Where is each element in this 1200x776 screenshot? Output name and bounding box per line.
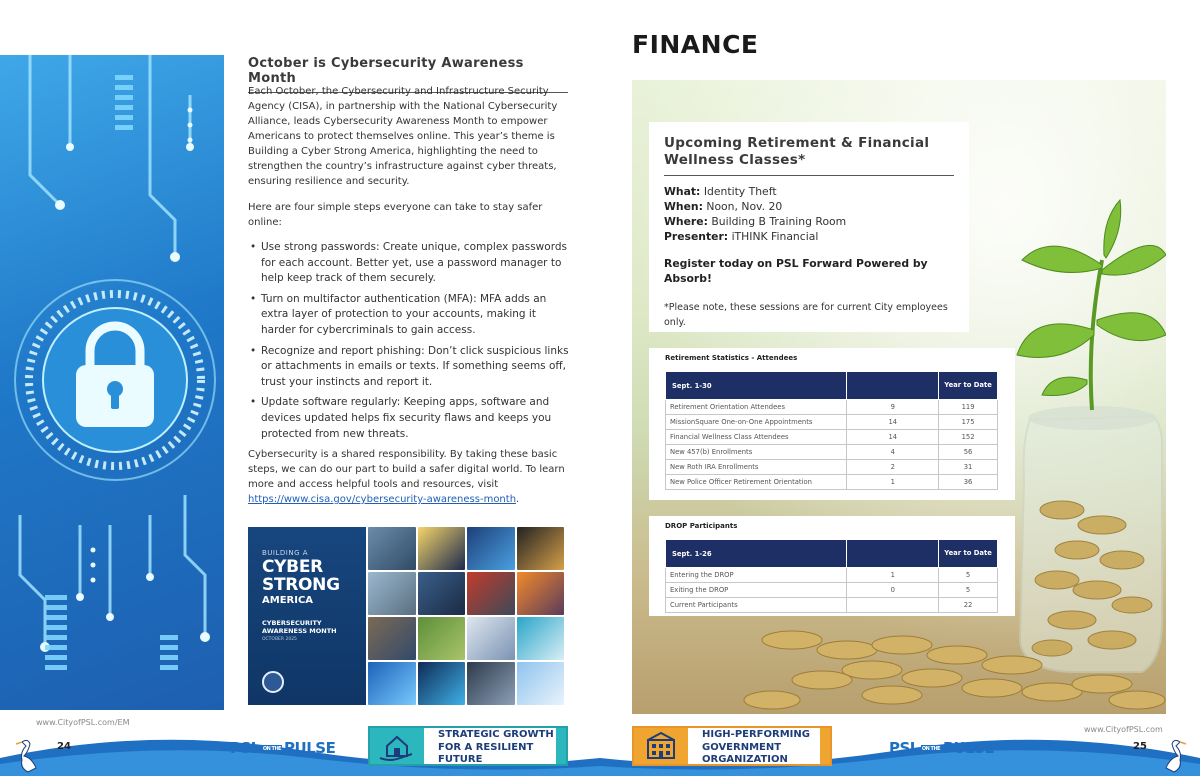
government-building-icon	[634, 728, 688, 764]
cell-ytd: 56	[939, 445, 998, 460]
cell-metric: MissionSquare One-on-One Appointments	[666, 415, 847, 430]
cisa-link[interactable]: https://www.cisa.gov/cybersecurity-awareness-month	[248, 494, 517, 505]
poster-campaign: CYBERSECURITY AWARENESS MONTH	[262, 619, 337, 635]
table-row	[666, 400, 998, 415]
link-suffix: .	[516, 494, 520, 505]
article-paragraph-closing	[248, 447, 568, 507]
photo-tile	[368, 572, 416, 615]
list-item: • Use strong passwords: Create unique, complex passwords for each account. Better yet, use a password manager to help keep track of them securely.	[250, 240, 570, 287]
where-row	[664, 214, 954, 229]
article-paragraph-intro: Each October, the Cybersecurity and Infrastructure Security Agency (CISA), in partnership with the National Cybersecurity Alliance, leads Cybersecurity Awareness Month to empower Americans to protect themselves online. This year’s theme is Building a Cyber Strong America, highlighting the need to strengthen the country’s infrastructure against cyber threats, ensuring resilience and security.	[248, 86, 558, 187]
heron-icon	[1156, 738, 1188, 774]
photo-tile	[517, 662, 565, 705]
photo-tile	[517, 572, 565, 615]
goal-label: STRATEGIC GROWTH FOR A RESILIENT FUTURE	[438, 729, 554, 765]
psl-on-the-pulse-logo	[889, 739, 994, 757]
photo-tile	[467, 662, 515, 705]
list-item: • Update software regularly: Keeping apps, software and devices updated helps fix security flaws and keeps you protected from new threats.	[250, 395, 570, 442]
what-label: What:	[664, 185, 701, 198]
retirement-statistics-card	[649, 348, 1015, 500]
class-details	[664, 184, 954, 244]
table-row	[666, 460, 998, 475]
footer-url[interactable]: www.CityofPSL.com	[1084, 725, 1163, 734]
when-value: Noon, Nov. 20	[706, 200, 783, 213]
when-row	[664, 199, 954, 214]
what-row	[664, 184, 954, 199]
cell-metric: Entering the DROP	[666, 568, 847, 583]
photo-tile	[368, 662, 416, 705]
photo-tile	[467, 527, 515, 570]
government-goal-badge	[632, 726, 832, 766]
poster-line-small: BUILDING A	[262, 549, 309, 557]
cisa-seal-icon	[262, 671, 284, 693]
logo-pulse: PULSE	[284, 739, 336, 757]
table-row	[666, 415, 998, 430]
what-value: Identity Theft	[703, 185, 777, 198]
column-header: Sept. 1-30	[666, 372, 847, 400]
article-title: October is Cybersecurity Awareness Month	[248, 56, 568, 93]
photo-tile	[418, 662, 466, 705]
cell-period: 2	[847, 460, 939, 475]
logo-pulse: PULSE	[943, 739, 995, 757]
page-number: 25	[1133, 741, 1147, 752]
photo-tile	[517, 617, 565, 660]
safety-steps-list	[250, 240, 570, 447]
heron-icon	[14, 738, 46, 774]
cell-period: 1	[847, 475, 939, 490]
table-row	[666, 475, 998, 490]
poster-line-america: AMERICA	[262, 595, 314, 606]
poster-date: OCTOBER 2025	[262, 637, 297, 642]
cybersecurity-illustration	[0, 55, 224, 710]
table-row	[666, 568, 998, 583]
table-row	[666, 445, 998, 460]
photo-tile	[368, 527, 416, 570]
poster-title-panel	[248, 527, 366, 705]
cell-metric: New Roth IRA Enrollments	[666, 460, 847, 475]
column-header: Sept. 1-26	[666, 540, 847, 568]
closing-text: Cybersecurity is a shared responsibility. By taking these basic steps, we can do our part to build a safer digital world. To learn more and access helpful tools and resources, visit	[248, 449, 565, 490]
cisa-poster-image	[248, 527, 564, 705]
column-header	[847, 540, 939, 568]
cell-ytd: 5	[939, 568, 998, 583]
logo-psl: PSL	[230, 739, 260, 757]
photo-tile	[418, 572, 466, 615]
cell-metric: Retirement Orientation Attendees	[666, 400, 847, 415]
where-value: Building B Training Room	[711, 215, 847, 228]
house-hand-icon	[370, 728, 424, 764]
retirement-classes-card	[649, 122, 969, 332]
footer-url[interactable]: www.CityofPSL.com/EM	[36, 718, 130, 727]
cell-ytd: 152	[939, 430, 998, 445]
cell-period	[847, 598, 939, 613]
when-label: When:	[664, 200, 703, 213]
cell-period: 0	[847, 583, 939, 598]
cell-ytd: 22	[939, 598, 998, 613]
classes-title: Upcoming Retirement & Financial Wellness Classes*	[664, 135, 954, 176]
circuit-lock-graphic	[0, 55, 224, 710]
photo-tile	[368, 617, 416, 660]
column-header: Year to Date	[939, 540, 998, 568]
eligibility-note: *Please note, these sessions are for current City employees only.	[664, 302, 948, 328]
cell-ytd: 31	[939, 460, 998, 475]
register-callout: Register today on PSL Forward Powered by Absorb!	[664, 257, 928, 285]
poster-line-cyber: CYBER	[262, 557, 323, 577]
poster-line-strong: STRONG	[262, 575, 340, 595]
table-row	[666, 598, 998, 613]
cell-ytd: 5	[939, 583, 998, 598]
cell-period: 1	[847, 568, 939, 583]
cell-ytd: 175	[939, 415, 998, 430]
presenter-value: iTHINK Financial	[731, 230, 819, 243]
strategic-goal-badge	[368, 726, 568, 766]
cell-metric: New Police Officer Retirement Orientation	[666, 475, 847, 490]
retirement-stats-table	[665, 371, 998, 490]
poster-photo-grid	[368, 527, 564, 705]
cell-ytd: 36	[939, 475, 998, 490]
logo-on-the: ON THE	[262, 745, 282, 752]
drop-table	[665, 539, 998, 613]
psl-on-the-pulse-logo	[230, 739, 335, 757]
logo-psl: PSL	[889, 739, 919, 757]
cell-period: 4	[847, 445, 939, 460]
photo-tile	[418, 617, 466, 660]
column-header: Year to Date	[939, 372, 998, 400]
page-title: FINANCE	[632, 30, 759, 59]
logo-on-the: ON THE	[921, 745, 941, 752]
list-item: • Turn on multifactor authentication (MFA): MFA adds an extra layer of protection to your accounts, making it harder for cybercriminals to gain access.	[250, 292, 570, 339]
cell-ytd: 119	[939, 400, 998, 415]
photo-tile	[418, 527, 466, 570]
cell-metric: Financial Wellness Class Attendees	[666, 430, 847, 445]
goal-accent	[820, 728, 830, 764]
photo-tile	[467, 572, 515, 615]
list-item: • Recognize and report phishing: Don’t click suspicious links or attachments in emails or texts. If something seems off, trust your instincts and report it.	[250, 344, 570, 391]
table-header-row	[666, 372, 998, 400]
presenter-row	[664, 229, 954, 244]
table-row	[666, 583, 998, 598]
cell-period: 9	[847, 400, 939, 415]
photo-tile	[467, 617, 515, 660]
drop-participants-card	[649, 516, 1015, 616]
page-number: 24	[57, 741, 71, 752]
retirement-stats-caption: Retirement Statistics - Attendees	[665, 354, 798, 362]
cell-metric: Current Participants	[666, 598, 847, 613]
cell-period: 14	[847, 415, 939, 430]
article-paragraph-steps-intro: Here are four simple steps everyone can take to stay safer online:	[248, 202, 543, 228]
photo-tile	[517, 527, 565, 570]
cell-period: 14	[847, 430, 939, 445]
table-row	[666, 430, 998, 445]
drop-caption: DROP Participants	[665, 522, 738, 530]
column-header	[847, 372, 939, 400]
goal-accent	[556, 728, 566, 764]
cell-metric: New 457(b) Enrollments	[666, 445, 847, 460]
goal-label: HIGH-PERFORMING GOVERNMENT ORGANIZATION	[702, 729, 810, 765]
table-header-row	[666, 540, 998, 568]
presenter-label: Presenter:	[664, 230, 729, 243]
cell-metric: Exiting the DROP	[666, 583, 847, 598]
where-label: Where:	[664, 215, 708, 228]
